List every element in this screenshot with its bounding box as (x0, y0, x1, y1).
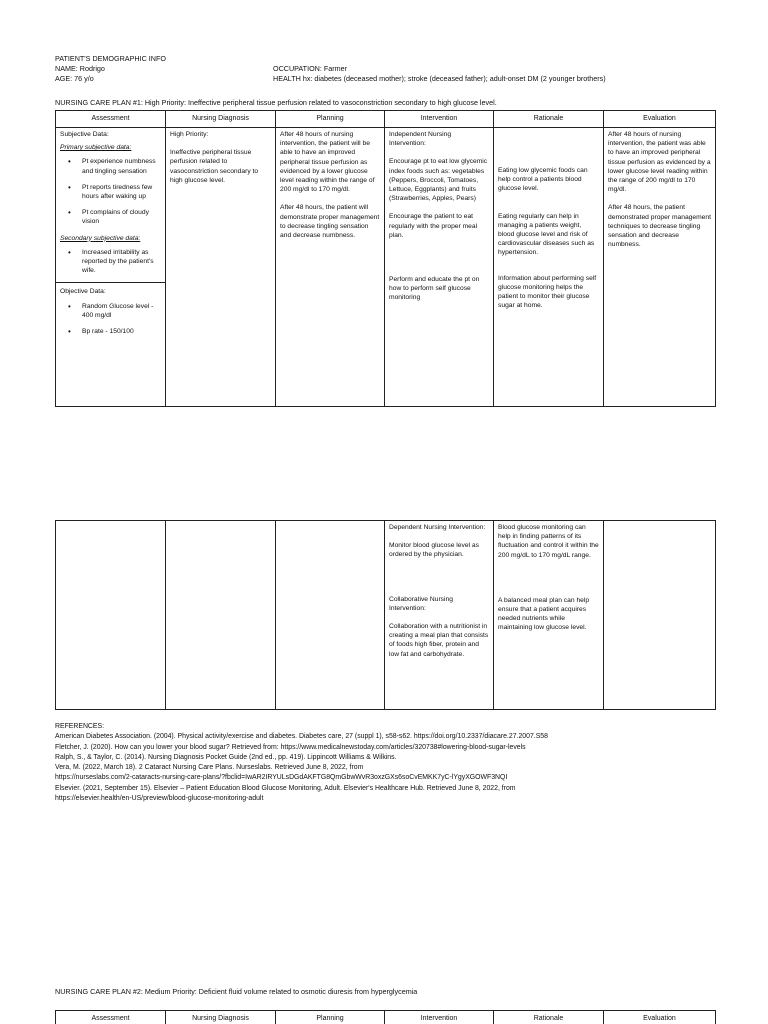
header-evaluation: Evaluation (604, 1011, 716, 1024)
intervention-cell (385, 521, 494, 710)
table-row (56, 521, 716, 710)
reference-line: Ralph, S., & Taylor, C. (2014). Nursing Diagnosis Pocket Guide (2nd ed., pp. 419). Lippincott Williams & Wilkins. (55, 753, 397, 761)
header-planning: Planning (276, 111, 385, 128)
planning-goal-2: After 48 hours, the patient will demonstrate proper management to decrease tingling sensation and decrease numbness. (280, 204, 380, 240)
evaluation-cell (604, 128, 716, 407)
reference-line: Fletcher, J. (2020). How can you lower your blood sugar? Retrieved from: https://www.medicalnewstoday.com/articles/320738#lowering-blood-sugar-levels (55, 743, 526, 751)
intervention-item-3: Perform and educate the pt on how to perform self glucose monitoring (389, 276, 480, 302)
care-plan-1-title: NURSING CARE PLAN #1: High Priority: Ineffective peripheral tissue perfusion related to vasoconstriction secondary to high glucose level. (55, 98, 497, 107)
collaborative-rationale: A balanced meal plan can help ensure that a patient acquires needed nutrients while maintaining low glucose level. (498, 596, 590, 632)
diagnosis-cell (166, 128, 276, 407)
rationale-cell (494, 521, 604, 710)
collaborative-intervention-label: Collaborative Nursing Intervention: (389, 595, 453, 612)
subjective-label: Subjective Data: (60, 131, 109, 138)
header-assessment: Assessment (56, 1011, 166, 1024)
collaborative-intervention-text: Collaboration with a nutritionist in creating a meal plan that consists of foods high fiber, protein and low fat and carbohydrate. (389, 623, 489, 658)
header-nursing-diagnosis: Nursing Diagnosis (166, 1011, 276, 1024)
assessment-divider (56, 282, 165, 283)
table-header-row (56, 111, 716, 128)
references-block (55, 722, 715, 804)
table-row (56, 128, 716, 407)
patient-age: AGE: 76 y/o (55, 74, 94, 83)
rationale-3: Information about performing self glucose monitoring helps the patient to monitor their glucose sugar at home. (498, 274, 597, 310)
assessment-cell-empty (56, 521, 166, 710)
secondary-subjective-list (60, 248, 161, 276)
table-header-row (56, 1011, 716, 1024)
intervention-item-1: Encourage pt to eat low glycemic index foods such as: vegetables (Peppers, Broccoli, Tomatoes, Lettuce, Eggplants) and fruits (Strawberries, Apples, Pears) (389, 158, 488, 203)
dependent-rationale: Blood glucose monitoring can help in finding patterns of its fluctuation and control it within the 200 mg/dL to 170 mg/dL range. (498, 524, 599, 559)
patient-health-history: HEALTH hx: diabetes (deceased mother); stroke (deceased father); adult-onset DM (2 younger brothers) (273, 74, 606, 83)
reference-line: Vera, M. (2022, March 18). 2 Cataract Nursing Care Plans. Nurseslabs. Retrieved June 8, 2022, from (55, 764, 364, 772)
assessment-cell (56, 128, 166, 407)
care-plan-1-continuation-table (55, 520, 716, 710)
diagnosis-text: Ineffective peripheral tissue perfusion related to vasoconstriction secondary to high glucose level. (170, 149, 259, 184)
independent-intervention-label: Independent Nursing Intervention: (389, 131, 452, 148)
intervention-item-2: Encourage the patient to eat regularly with the proper meal plan. (389, 213, 478, 239)
care-plan-2-table (55, 1010, 716, 1024)
header-planning: Planning (276, 1011, 385, 1024)
list-item: • Pt experience numbness and tingling sensation (60, 157, 161, 175)
list-item: • Random Glucose level - 400 mg/dl (60, 302, 161, 320)
care-plan-1-table (55, 110, 716, 407)
demographics-block (55, 54, 715, 84)
reference-line: American Diabetes Association. (2004). Physical activity/exercise and diabetes. Diabetes care, 27 (suppl 1), s58-s62. https://doi.org/10.2337/diacare.27.2007.S58 (55, 733, 548, 741)
primary-subjective-label: Primary subjective data: (60, 144, 132, 152)
secondary-subjective-label: Secondary subjective data: (60, 234, 141, 242)
primary-subjective-list (60, 157, 161, 226)
dependent-intervention-label: Dependent Nursing Intervention: (389, 524, 486, 531)
objective-label: Objective Data: (60, 288, 106, 296)
diagnosis-cell-empty (166, 521, 276, 710)
rationale-2: Eating regularly can help in managing a patients weight, blood glucose level and risk of cardiovascular diseases such as hypertension. (498, 212, 595, 257)
planning-goal-1: After 48 hours of nursing intervention, the patient will be able to have an improved peripheral tissue perfusion as evidenced by a lower glucose level reading within the range of 200 mg/dl to 170 mg/dl. (280, 131, 375, 194)
header-intervention: Intervention (385, 1011, 494, 1024)
reference-line: Elsevier. (2021, September 15). Elsevier – Patient Education Blood Glucose Monitoring, Adult. Elsevier's Healthcare Hub. Retrieved June 8, 2022, from (55, 784, 516, 792)
demographics-heading: PATIENT'S DEMOGRAPHIC INFO (55, 54, 166, 63)
patient-occupation: OCCUPATION: Farmer (273, 64, 348, 73)
references-heading: REFERENCES: (55, 723, 105, 730)
dependent-intervention-text: Monitor blood glucose level as ordered by the physician. (389, 542, 479, 559)
rationale-1: Eating low glycemic foods can help control a patients blood glucose level. (498, 167, 588, 193)
objective-list (60, 302, 161, 337)
list-item: • Pt reports tiredness few hours after waking up (60, 183, 161, 201)
header-intervention: Intervention (385, 111, 494, 128)
header-rationale: Rationale (494, 1011, 604, 1024)
care-plan-2-title: NURSING CARE PLAN #2: Medium Priority: Deficient fluid volume related to osmotic diuresis from hyperglycemia (55, 987, 418, 996)
header-rationale: Rationale (494, 111, 604, 128)
header-evaluation: Evaluation (604, 111, 716, 128)
rationale-cell (494, 128, 604, 407)
list-item: • Increased irritability as reported by the patient's wife. (60, 248, 161, 276)
list-item: • Pt complains of cloudy vision (60, 208, 161, 226)
list-item: • Bp rate - 150/100 (60, 327, 161, 336)
planning-cell (276, 128, 385, 407)
diagnosis-priority-label: High Priority: (170, 131, 209, 138)
reference-line: https://elsevier.health/en-US/preview/blood-glucose-monitoring-adult (55, 795, 264, 803)
reference-line: https://nurseslabs.com/2-cataracts-nursing-care-plans/?fbclid=IwAR2IRYULsDGdAKFTG8QmGbwWvR3oxzGXs6soCvEMKK7yC-lYgyXGOWF3NQI (55, 774, 508, 782)
evaluation-cell-empty (604, 521, 716, 710)
planning-cell-empty (276, 521, 385, 710)
evaluation-2: After 48 hours, the patient demonstrated proper management techniques to decrease tingling sensation and decrease numbness. (608, 204, 711, 249)
header-nursing-diagnosis: Nursing Diagnosis (166, 111, 276, 128)
patient-name: NAME: Rodrigo (55, 64, 105, 73)
evaluation-1: After 48 hours of nursing intervention, the patient was able to have an improved peripheral tissue perfusion as evidenced by a lower glucose level reading within the range of 200 mg/dl to 170 mg/dl. (608, 131, 711, 194)
intervention-cell (385, 128, 494, 407)
header-assessment: Assessment (56, 111, 166, 128)
